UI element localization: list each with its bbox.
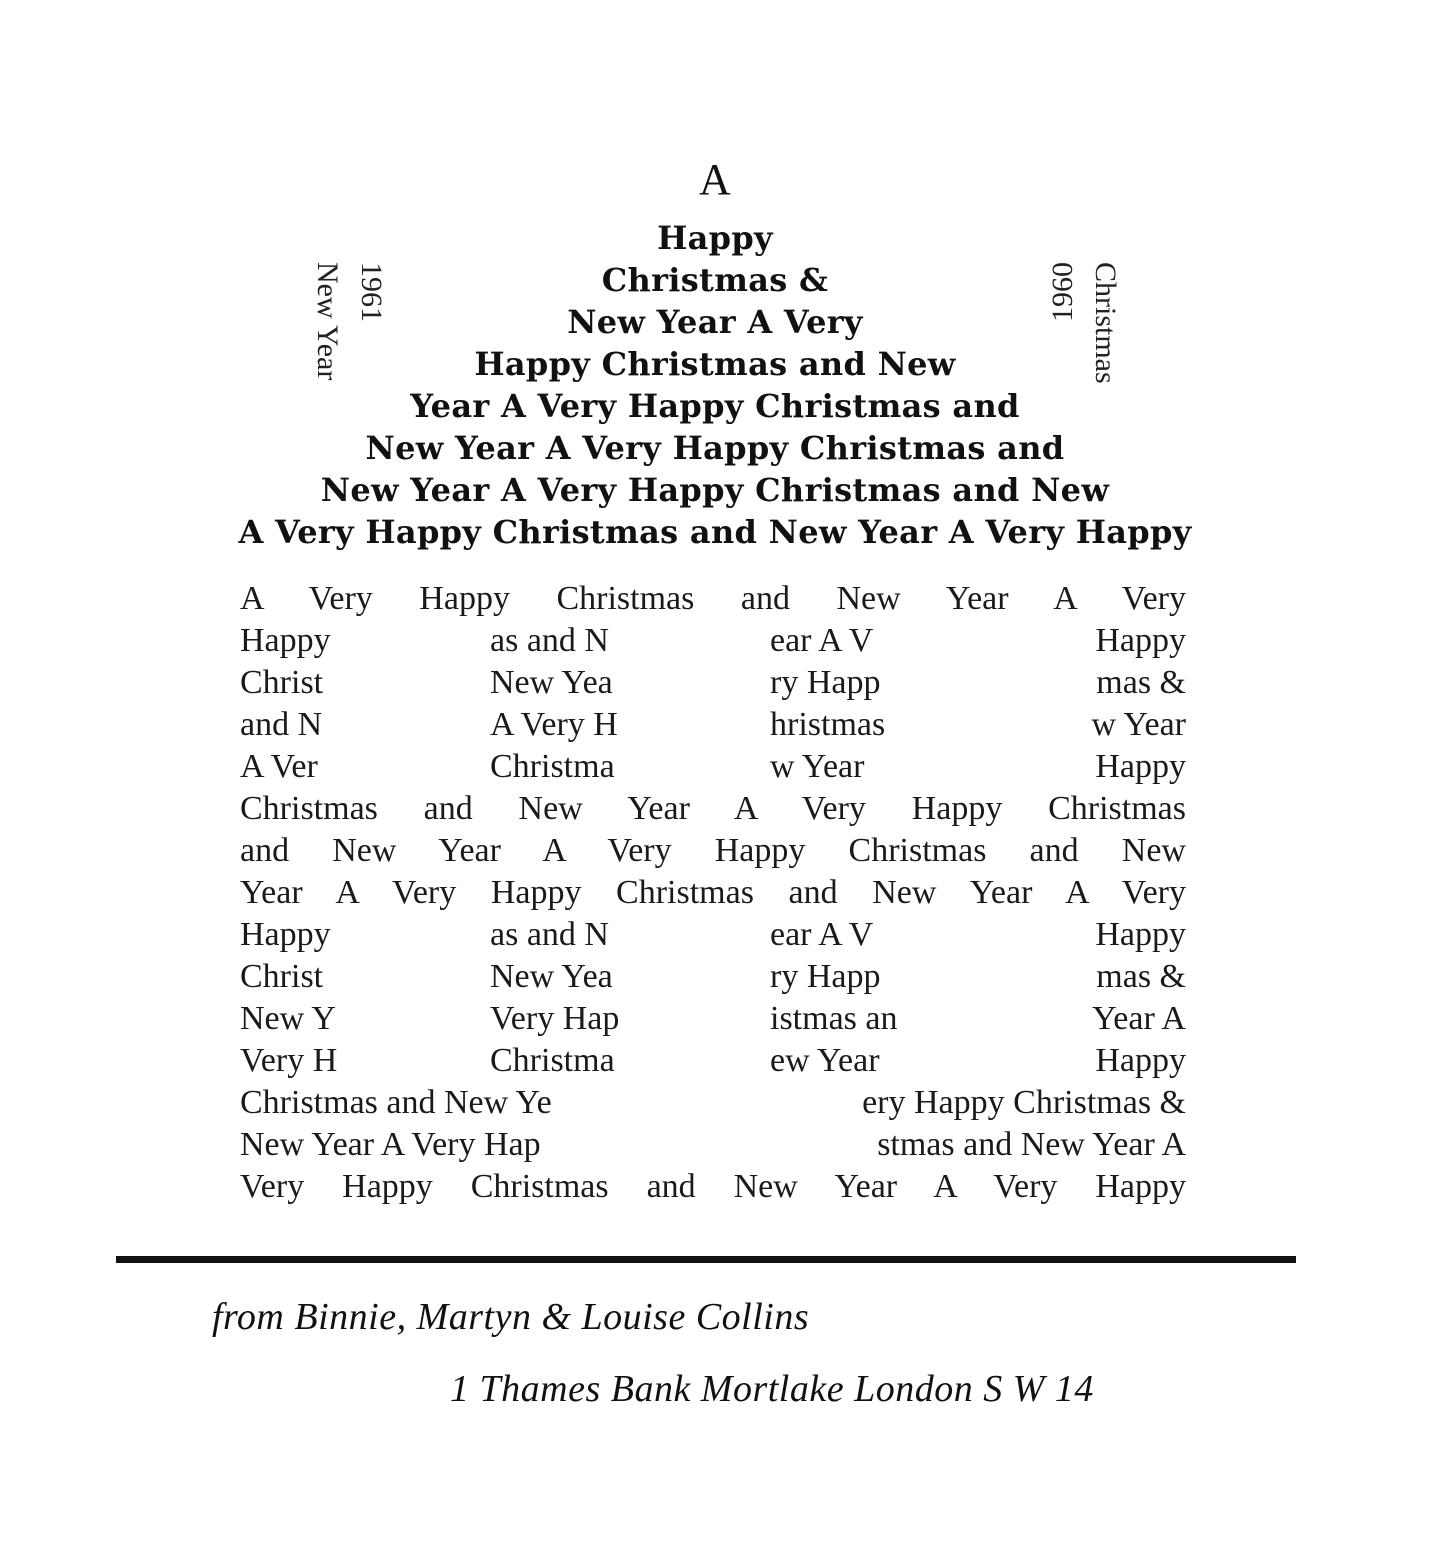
- house-segment: Happy: [240, 916, 331, 953]
- house-row: [240, 998, 1186, 1040]
- house-segment: w Year: [1091, 706, 1186, 743]
- divider-rule: [116, 1256, 1296, 1263]
- house-row: [240, 662, 1186, 704]
- house-segment: Happy: [1095, 748, 1186, 785]
- house-segment: A Ver: [240, 748, 318, 785]
- sender-address: 1 Thames Bank Mortlake London S W 14: [450, 1368, 1094, 1410]
- house-segment: Year A: [1092, 1000, 1186, 1037]
- house-segment: A Very H: [490, 706, 618, 743]
- roof-line: Christmas &: [601, 261, 829, 299]
- house-segment: New Y: [240, 1000, 336, 1037]
- house-segment: Very H: [240, 1042, 338, 1079]
- roof-line: Happy: [657, 219, 773, 257]
- house-segment: as and N: [490, 622, 609, 659]
- house-row: [240, 746, 1186, 788]
- house-row: [240, 1082, 1186, 1124]
- house-segment: Happy: [1095, 622, 1186, 659]
- house-segment: w Year: [770, 748, 865, 785]
- house-segment: mas &: [1096, 958, 1186, 995]
- house-segment: Christ: [240, 664, 324, 701]
- house-text-block: [240, 578, 1186, 1208]
- roof-line: New Year A Very Happy Christmas and New: [320, 471, 1110, 509]
- house-row: Year A Very Happy Christmas and New Year A Very: [240, 874, 1186, 911]
- side-text-1960: 1960: [1046, 262, 1079, 322]
- house-segment: and N: [240, 706, 323, 743]
- house-segment: ew Year: [770, 1042, 880, 1079]
- house-row: [240, 1124, 1186, 1166]
- house-row: [240, 956, 1186, 998]
- house-segment: Christmas and New Ye: [240, 1084, 552, 1121]
- house-segment: New Yea: [490, 664, 613, 701]
- house-row: Very Happy Christmas and New Year A Very Happy: [240, 1168, 1186, 1205]
- house-segment: Very Hap: [490, 1000, 620, 1037]
- house-segment: ery Happy Christmas &: [862, 1084, 1186, 1121]
- side-text-new-year: New Year: [311, 262, 344, 381]
- house-row: A Very Happy Christmas and New Year A Very: [240, 580, 1186, 617]
- house-segment: mas &: [1096, 664, 1186, 701]
- house-segment: New Year A Very Hap: [240, 1126, 541, 1163]
- house-segment: Happy: [1095, 916, 1186, 953]
- house-row: Christmas and New Year A Very Happy Christmas: [240, 790, 1186, 827]
- house-segment: Christma: [490, 748, 615, 785]
- roof-line-apex: A: [698, 155, 732, 204]
- side-text-christmas: Christmas: [1089, 262, 1122, 384]
- roof-line: Happy Christmas and New: [474, 345, 956, 383]
- house-row: [240, 620, 1186, 662]
- house-segment: Happy: [1095, 1042, 1186, 1079]
- house-row: [240, 704, 1186, 746]
- house-segment: Christma: [490, 1042, 615, 1079]
- house-row: [240, 1040, 1186, 1082]
- roof-line: New Year A Very Happy Christmas and: [365, 429, 1065, 467]
- sender-names: from Binnie, Martyn & Louise Collins: [212, 1296, 810, 1338]
- roof-line: Year A Very Happy Christmas and: [410, 387, 1020, 425]
- house-segment: ear A V: [770, 916, 874, 953]
- side-text-1961: 1961: [355, 262, 388, 322]
- roof-line: A Very Happy Christmas and New Year A Very Happy: [238, 513, 1192, 551]
- house-segment: ry Happ: [770, 958, 881, 995]
- house-segment: ear A V: [770, 622, 874, 659]
- house-segment: New Yea: [490, 958, 613, 995]
- house-segment: as and N: [490, 916, 609, 953]
- house-segment: Happy: [240, 622, 331, 659]
- house-row: [240, 914, 1186, 956]
- house-segment: ry Happ: [770, 664, 881, 701]
- house-segment: stmas and New Year A: [877, 1126, 1186, 1163]
- roof-line: New Year A Very: [567, 303, 863, 341]
- house-segment: Christ: [240, 958, 324, 995]
- house-segment: istmas an: [770, 1000, 898, 1037]
- house-segment: hristmas: [770, 706, 886, 743]
- house-row: and New Year A Very Happy Christmas and New: [240, 832, 1186, 869]
